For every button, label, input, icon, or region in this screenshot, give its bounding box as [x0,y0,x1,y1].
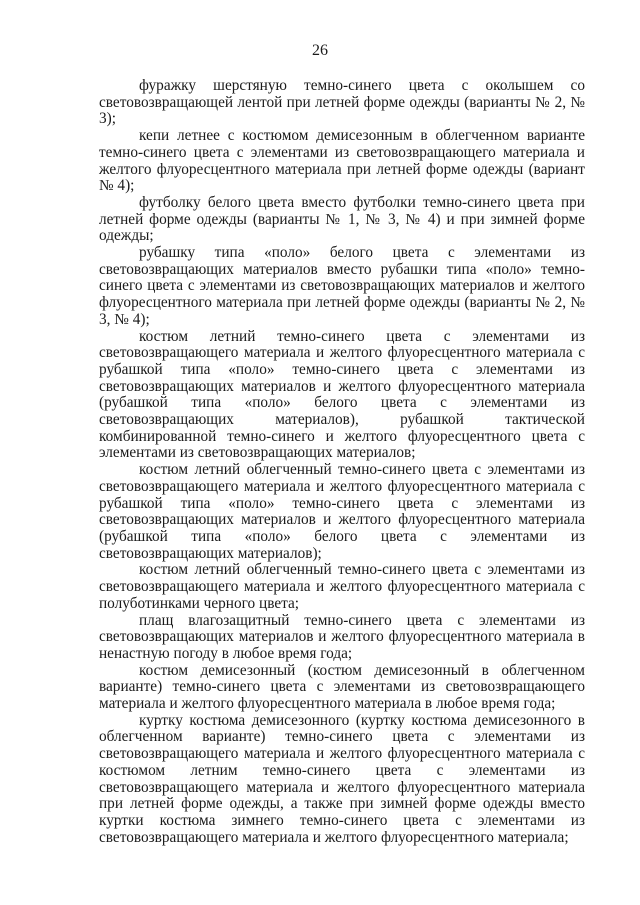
paragraph-white-polo: рубашку типа «поло» белого цвета с элементами из световозвращающих материалов вместо рубашки типа «поло» темно-синего цвета с элементами из световозвращающих материалов и желтого флуоресцентного материала при летней форме одежды (варианты № 2, № 3, № 4); [99,244,585,328]
paragraph-light-summer-suit-shoes: костюм летний облегченный темно-синего цвета с элементами из световозвращающего материала и желтого флуоресцентного материала с полуботинками черного цвета; [99,561,585,612]
page-number: 26 [312,42,328,59]
paragraph-summer-suit: костюм летний темно-синего цвета с элементами из световозвращающего материала и желтого флуоресцентного материала с рубашкой типа «поло» темно-синего цвета с элементами из световозвращающих материалов и желтого флуоресцентного материала (рубашкой типа «поло» белого цвета с элементами из световозвращающих материалов), рубашкой тактической комбинированной темно-синего и желтого флуоресцентного цвета с элементами из световозвращающих материалов; [99,327,585,462]
paragraph-white-tshirt: футболку белого цвета вместо футболки темно-синего цвета при летней форме одежды (варианты № 1, № 3, № 4) и при зимней форме одежды; [99,193,585,245]
paragraph-raincoat: плащ влагозащитный темно-синего цвета с элементами из световозвращающих материалов и желтого флуоресцентного материала в ненастную погоду в любое время года; [99,611,585,662]
paragraph-summer-kepi: кепи летнее с костюмом демисезонным в облегченном варианте темно-синего цвета с элементами из световозвращающего материала и желтого флуоресцентного материала при летней форме одежды (вариант № 4); [99,127,585,195]
paragraph-demiseason-suit: костюм демисезонный (костюм демисезонный в облегченном варианте) темно-синего цвета с элементами из световозвращающего материала и желтого флуоресцентного материала в любое время года; [99,661,585,713]
paragraph-light-summer-suit-polo: костюм летний облегченный темно-синего цвета с элементами из световозвращающего материала и желтого флуоресцентного материала с рубашкой типа «поло» темно-синего цвета с элементами из световозвращающих материалов и желтого флуоресцентного материала (рубашкой типа «поло» белого цвета с элементами из световозвращающих материалов); [99,461,585,562]
paragraph-cap: фуражку шерстяную темно-синего цвета с околышем со световозвращающей лентой при летней форме одежды (варианты № 2, № 3); [99,77,585,128]
paragraph-demiseason-jacket: куртку костюма демисезонного (куртку костюма демисезонного в облегченном варианте) темно-синего цвета с элементами из световозвращающего материала и желтого флуоресцентного материала с костюмом летним темно-синего цвета с элементами из световозвращающего материала и желтого флуоресцентного материала при летней форме одежды, а также при зимней форме одежды вместо куртки костюма зимнего темно-синего цвета с элементами из световозвращающего материала и желтого флуоресцентного материала; [99,711,585,846]
document-body [99,78,585,846]
